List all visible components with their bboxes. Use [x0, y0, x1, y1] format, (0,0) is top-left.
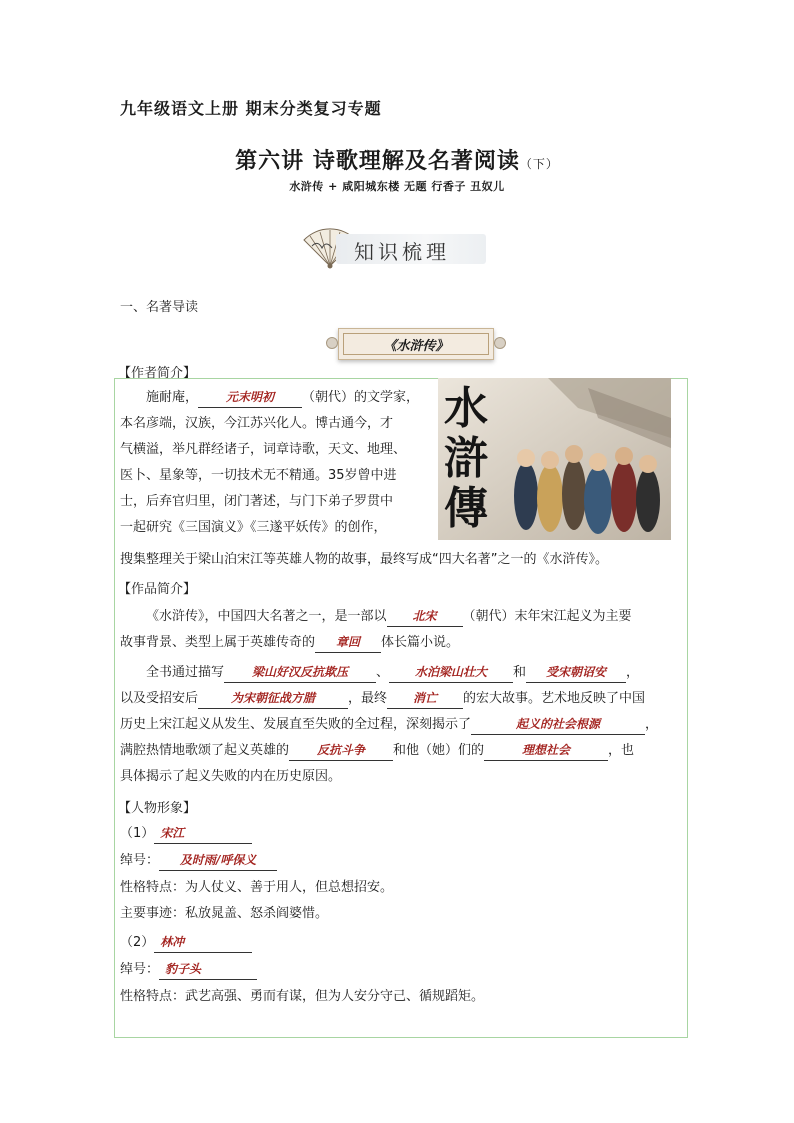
text: 的宏大故事。艺术地反映了中国	[463, 691, 646, 706]
answer-blank: 林冲	[154, 933, 252, 953]
text: 和他（她）们的	[393, 743, 485, 758]
text: ，也	[608, 743, 635, 758]
work-line-7: 具体揭示了起义失败的内在历史原因。	[120, 769, 342, 784]
plate-knob-left	[326, 337, 338, 349]
character-2-nick-line	[120, 957, 257, 983]
text: 施耐庵，	[146, 390, 199, 405]
text: 全书通过描写	[146, 665, 225, 680]
calligraphy-char: 滸	[444, 433, 488, 484]
knowledge-banner	[300, 226, 492, 270]
calligraphy-char: 水	[444, 383, 488, 434]
page-title	[0, 144, 794, 175]
text: 历史上宋江起义从发生、发展直至失败的全过程，深刻揭示了	[120, 717, 472, 732]
answer-blank: 消亡	[387, 689, 463, 709]
text: ，最终	[348, 691, 388, 706]
work-line-2	[120, 630, 459, 656]
work-label: 【作品简介】	[118, 582, 197, 597]
text: 绰号：	[120, 962, 160, 977]
author-line-2: 本名彦端，汉族，今江苏兴化人。博古通今，才	[120, 416, 394, 431]
series-title: 九年级语文上册 期末分类复习专题	[120, 99, 382, 118]
answer-blank: 北宋	[387, 607, 463, 627]
answer-blank: 豹子头	[159, 960, 257, 980]
page-subtitle: 水浒传 + 咸阳城东楼 无题 行香子 丑奴儿	[289, 180, 505, 193]
text: （2）	[120, 935, 155, 950]
answer-blank: 水泊梁山壮大	[389, 663, 513, 683]
section-heading: 一、名著导读	[120, 300, 199, 315]
answer-blank: 受宋朝诏安	[526, 663, 626, 683]
calligraphy-char: 傳	[444, 483, 488, 534]
plate-knob-right	[494, 337, 506, 349]
author-line-4: 医卜、星象等，一切技术无不精通。35岁曾中进	[120, 468, 397, 483]
text: 故事背景、类型上属于英雄传奇的	[120, 635, 316, 650]
calligraphy-title	[444, 384, 488, 534]
author-line-6: 一起研究《三国演义》《三遂平妖传》的创作，	[120, 520, 387, 535]
work-line-6	[120, 738, 634, 764]
author-label: 【作者简介】	[118, 366, 197, 381]
answer-blank: 宋江	[154, 824, 252, 844]
author-line-1	[146, 385, 419, 411]
main-title-suffix: （下）	[519, 157, 559, 171]
character-2-name-line	[120, 930, 252, 956]
text: （朝代）末年宋江起义为主要	[462, 609, 632, 624]
text: 体长篇小说。	[381, 635, 460, 650]
author-line-5: 士，后弃官归里，闭门著述，与门下弟子罗贯中	[120, 494, 394, 509]
answer-blank: 章回	[315, 633, 381, 653]
text: 《水浒传》，中国四大名著之一，是一部以	[146, 609, 387, 624]
answer-blank: 理想社会	[484, 741, 608, 761]
banner-title: 知识梳理	[354, 240, 450, 264]
text: 、	[376, 665, 390, 680]
text: 绰号：	[120, 853, 160, 868]
character-1-nick-line	[120, 848, 277, 874]
text: ，	[626, 665, 640, 680]
work-line-4	[120, 686, 645, 712]
text: 以及受招安后	[120, 691, 199, 706]
character-1-events: 主要事迹：私放晁盖、怒杀阎婆惜。	[120, 906, 329, 921]
answer-blank: 梁山好汉反抗欺压	[224, 663, 376, 683]
book-title: 《水浒传》	[383, 339, 449, 354]
answer-blank: 为宋朝征战方腊	[198, 689, 348, 709]
author-line-7: 搜集整理关于梁山泊宋江等英雄人物的故事，最终写成“四大名著”之一的《水浒传》。	[120, 552, 608, 567]
answer-blank: 及时雨/呼保义	[159, 851, 277, 871]
text: （1）	[120, 826, 155, 841]
character-2-traits: 性格特点：武艺高强、勇而有谋，但为人安分守己、循规蹈矩。	[120, 989, 485, 1004]
shuihu-illustration	[438, 378, 671, 540]
work-line-3	[146, 660, 639, 686]
author-line-3: 气横溢，举凡群经诸子，词章诗歌，天文、地理、	[120, 442, 407, 457]
answer-blank: 反抗斗争	[289, 741, 393, 761]
text: 满腔热情地歌颂了起义英雄的	[120, 743, 290, 758]
text: （朝代）的文学家，	[302, 390, 420, 405]
answer-blank: 起义的社会根源	[471, 715, 645, 735]
work-line-1	[146, 604, 632, 630]
text: 和	[513, 665, 527, 680]
character-1-traits: 性格特点：为人仗义、善于用人，但总想招安。	[120, 880, 394, 895]
text: ，	[645, 717, 659, 732]
characters-label: 【人物形象】	[118, 801, 197, 816]
book-title-plate	[338, 328, 494, 360]
answer-blank: 元末明初	[198, 388, 302, 408]
work-line-5	[120, 712, 658, 738]
character-1-name-line	[120, 821, 252, 847]
main-title-text: 第六讲 诗歌理解及名著阅读	[235, 148, 520, 174]
